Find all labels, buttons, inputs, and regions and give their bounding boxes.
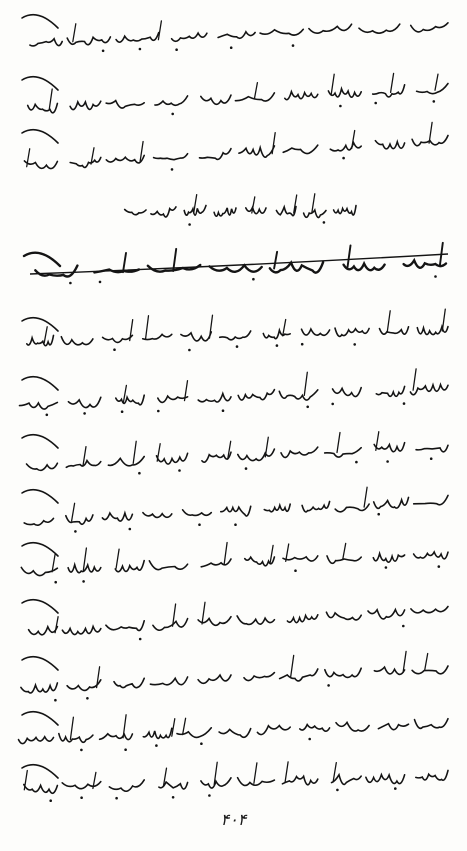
handwritten-word-stroke: [373, 85, 405, 97]
handwritten-word-stroke: [300, 725, 330, 732]
handwritten-ascender-stroke: [291, 655, 294, 676]
handwritten-dot: [308, 738, 311, 741]
handwritten-dot: [155, 744, 158, 747]
handwritten-dot: [230, 46, 233, 49]
manuscript-line: [19, 712, 449, 752]
handwritten-word-stroke: [263, 330, 290, 338]
handwritten-flourish-stroke: [22, 318, 58, 331]
handwritten-word-stroke: [238, 778, 275, 786]
handwritten-ascender-stroke: [70, 717, 73, 739]
handwritten-flourish-stroke: [22, 77, 58, 90]
handwritten-word-stroke: [283, 556, 318, 561]
handwritten-flourish-stroke: [22, 543, 58, 556]
handwritten-word-stroke: [219, 729, 251, 738]
handwritten-word-stroke: [70, 157, 101, 167]
manuscript-line: [21, 651, 448, 701]
handwritten-flourish-stroke: [22, 435, 58, 448]
handwritten-word-stroke: [109, 780, 144, 791]
handwritten-flourish-stroke: [22, 490, 58, 503]
handwritten-ascender-stroke: [72, 503, 75, 521]
handwritten-word-stroke: [200, 149, 232, 160]
handwritten-word-stroke: [282, 776, 317, 784]
handwritten-dot: [139, 638, 142, 641]
manuscript-line: [22, 15, 448, 52]
handwritten-dot: [83, 412, 86, 415]
handwritten-ascender-stroke: [435, 74, 438, 90]
handwritten-dot: [139, 48, 142, 51]
handwritten-word-stroke: [62, 627, 100, 635]
handwritten-ascender-stroke: [391, 73, 394, 92]
handwritten-word-stroke: [415, 719, 449, 729]
handwritten-dot: [54, 581, 57, 584]
handwritten-word-stroke: [102, 513, 132, 521]
handwritten-dot: [129, 528, 132, 531]
handwritten-word-stroke: [238, 390, 274, 400]
handwritten-dot: [234, 523, 237, 526]
handwritten-word-stroke: [417, 84, 448, 94]
handwritten-word-stroke: [67, 680, 101, 691]
manuscript-line: [22, 122, 448, 170]
handwritten-word-stroke: [106, 155, 144, 163]
handwritten-ascender-stroke: [73, 24, 76, 42]
handwritten-dot: [374, 102, 377, 105]
handwritten-flourish-stroke: [22, 600, 58, 613]
handwritten-word-stroke: [260, 29, 303, 35]
handwritten-word-stroke: [116, 395, 144, 405]
handwritten-ascender-stroke: [348, 246, 351, 268]
handwritten-word-stroke: [279, 390, 318, 400]
handwritten-word-stroke: [334, 206, 356, 215]
handwritten-word-stroke: [416, 445, 448, 452]
handwritten-word-stroke: [149, 561, 187, 570]
handwritten-word-stroke: [246, 207, 266, 213]
handwritten-dot: [306, 406, 309, 409]
handwritten-dot: [342, 157, 345, 160]
handwritten-word-stroke: [24, 518, 53, 525]
handwritten-word-stroke: [172, 33, 207, 41]
handwritten-ascender-stroke: [274, 252, 277, 269]
handwritten-word-stroke: [143, 728, 172, 738]
handwritten-dot: [336, 789, 339, 792]
handwritten-dot: [355, 461, 358, 464]
handwritten-word-stroke: [414, 495, 448, 504]
handwritten-ascender-stroke: [413, 369, 416, 390]
handwritten-dot: [236, 345, 239, 348]
handwritten-word-stroke: [27, 335, 54, 345]
handwritten-dot: [69, 282, 72, 285]
handwritten-word-stroke: [414, 552, 448, 559]
handwritten-flourish-stroke: [22, 377, 58, 390]
handwritten-dot: [200, 742, 203, 745]
handwritten-word-stroke: [411, 607, 448, 613]
handwritten-dot: [245, 467, 248, 470]
manuscript-line: [125, 194, 356, 226]
handwritten-dot: [394, 787, 397, 790]
handwritten-ascender-stroke: [123, 253, 126, 272]
handwritten-ascender-stroke: [272, 133, 275, 154]
handwritten-dot: [403, 402, 406, 405]
handwritten-word-stroke: [336, 722, 369, 731]
handwritten-dot: [188, 223, 191, 226]
handwritten-word-stroke: [61, 337, 93, 345]
handwritten-word-stroke: [108, 457, 144, 466]
handwritten-word-stroke: [325, 668, 361, 677]
handwritten-word-stroke: [373, 554, 404, 563]
handwritten-word-stroke: [125, 210, 146, 215]
handwritten-word-stroke: [154, 154, 188, 160]
handwritten-flourish-stroke: [22, 712, 58, 725]
handwritten-word-stroke: [380, 327, 409, 334]
handwritten-word-stroke: [106, 621, 144, 631]
handwritten-dot: [385, 566, 388, 569]
handwritten-dot: [222, 409, 225, 412]
handwritten-flourish-stroke: [24, 253, 60, 266]
handwritten-ascender-stroke: [44, 327, 47, 343]
handwritten-word-stroke: [115, 561, 144, 572]
handwritten-dot: [327, 684, 330, 687]
handwritten-word-stroke: [325, 448, 362, 457]
handwritten-word-stroke: [326, 612, 361, 620]
handwritten-word-stroke: [28, 103, 58, 112]
chapter-heading-line: [24, 243, 448, 285]
handwritten-word-stroke: [309, 24, 352, 33]
handwritten-word-stroke: [411, 23, 448, 32]
handwritten-ascender-stroke: [429, 122, 432, 143]
handwritten-ascender-stroke: [343, 543, 346, 559]
handwritten-word-stroke: [201, 95, 231, 104]
handwritten-word-stroke: [66, 515, 93, 524]
handwritten-dot: [171, 113, 174, 116]
handwritten-word-stroke: [201, 778, 231, 788]
handwritten-word-stroke: [106, 101, 144, 109]
handwritten-ascender-stroke: [364, 487, 367, 507]
handwritten-word-stroke: [333, 388, 362, 397]
handwritten-dot: [386, 460, 389, 463]
handwritten-dot: [301, 343, 304, 346]
handwritten-word-stroke: [281, 447, 318, 457]
manuscript-line: [22, 762, 448, 802]
handwritten-word-stroke: [276, 207, 296, 216]
handwritten-dot: [276, 344, 279, 347]
handwritten-ascender-stroke: [133, 441, 136, 463]
handwritten-dot: [402, 625, 405, 628]
handwritten-dot: [198, 523, 201, 526]
handwritten-dot: [294, 569, 297, 572]
handwritten-word-stroke: [143, 513, 172, 518]
handwritten-word-stroke: [359, 24, 400, 33]
handwritten-ascender-stroke: [265, 437, 268, 457]
handwritten-ascender-stroke: [425, 654, 428, 671]
handwritten-word-stroke: [327, 556, 361, 563]
handwritten-dot: [178, 469, 181, 472]
handwritten-word-stroke: [328, 89, 361, 97]
handwritten-dot: [252, 278, 255, 281]
handwritten-word-stroke: [153, 619, 188, 631]
handwritten-word-stroke: [238, 449, 275, 461]
handwritten-word-stroke: [201, 559, 231, 567]
handwritten-word-stroke: [116, 33, 159, 43]
handwritten-word-stroke: [257, 726, 290, 735]
handwritten-dot: [331, 403, 334, 406]
handwritten-ascender-stroke: [49, 89, 52, 110]
handwritten-ascender-stroke: [286, 544, 289, 561]
handwritten-word-stroke: [237, 616, 274, 625]
handwritten-dot: [49, 799, 52, 802]
handwritten-word-stroke: [366, 775, 405, 784]
handwritten-dot: [80, 796, 83, 799]
handwritten-word-stroke: [244, 673, 274, 681]
handwritten-dot: [438, 565, 441, 568]
handwritten-word-stroke: [27, 463, 58, 470]
handwritten-word-stroke: [412, 666, 448, 674]
handwritten-word-stroke: [68, 397, 100, 407]
handwritten-word-stroke: [150, 677, 187, 685]
handwritten-word-stroke: [181, 332, 211, 341]
handwritten-word-stroke: [100, 734, 133, 740]
handwritten-dot: [46, 414, 49, 417]
handwritten-word-stroke: [177, 728, 211, 738]
handwritten-word-stroke: [280, 669, 318, 681]
handwritten-dot: [121, 410, 124, 413]
handwritten-dot: [82, 580, 85, 583]
handwritten-dot: [80, 749, 83, 752]
handwritten-dot: [124, 748, 127, 751]
handwritten-word-stroke: [220, 331, 251, 340]
handwritten-dot: [74, 530, 77, 533]
handwritten-dot: [208, 794, 211, 797]
handwritten-word-stroke: [416, 770, 448, 780]
handwritten-ascender-stroke: [172, 719, 175, 737]
handwritten-word-stroke: [20, 402, 58, 409]
handwritten-flourish-stroke: [22, 15, 58, 28]
manuscript-line: [22, 73, 448, 115]
handwritten-word-stroke: [151, 207, 176, 217]
handwritten-ascender-stroke: [387, 311, 390, 333]
handwritten-word-stroke: [221, 506, 251, 516]
handwritten-dot: [54, 699, 57, 702]
handwritten-word-stroke: [304, 210, 326, 217]
handwritten-word-stroke: [198, 394, 231, 402]
handwritten-word-stroke: [202, 452, 231, 462]
handwritten-word-stroke: [368, 610, 405, 619]
handwritten-ascender-stroke: [337, 433, 340, 453]
handwritten-word-stroke: [198, 675, 231, 683]
manuscript-line: [22, 432, 448, 475]
handwritten-dot: [171, 168, 174, 171]
handwritten-ascender-stroke: [304, 372, 307, 395]
handwritten-word-stroke: [332, 775, 362, 785]
handwritten-word-stroke: [283, 145, 318, 153]
handwritten-word-stroke: [158, 396, 188, 402]
handwritten-word-stroke: [330, 143, 361, 151]
handwritten-ascender-stroke: [254, 83, 257, 99]
handwritten-ascender-stroke: [116, 549, 119, 568]
handwritten-ascender-stroke: [224, 543, 227, 565]
handwritten-dot: [353, 343, 356, 346]
handwritten-word-stroke: [19, 737, 54, 744]
handwritten-word-stroke: [374, 443, 404, 452]
handwritten-word-stroke: [35, 266, 77, 277]
handwritten-ascender-stroke: [202, 602, 205, 624]
handwritten-word-stroke: [239, 146, 275, 157]
handwritten-word-stroke: [410, 385, 448, 395]
handwritten-word-stroke: [21, 683, 58, 693]
handwritten-ascender-stroke: [285, 762, 288, 782]
handwritten-flourish-stroke: [22, 657, 58, 670]
handwritten-dot: [102, 50, 105, 53]
folio-number: ۴۰۴: [220, 810, 247, 829]
handwritten-word-stroke: [374, 667, 404, 674]
handwritten-dot: [138, 472, 141, 475]
handwritten-ascender-stroke: [333, 763, 336, 781]
handwritten-dot: [175, 48, 178, 51]
handwritten-word-stroke: [30, 39, 62, 46]
handwritten-word-stroke: [157, 453, 188, 464]
handwritten-word-stroke: [378, 724, 408, 730]
handwritten-flourish-stroke: [22, 130, 58, 143]
handwritten-word-stroke: [214, 208, 236, 216]
handwritten-word-stroke: [287, 615, 317, 623]
handwritten-word-stroke: [285, 92, 318, 100]
manuscript-line: [22, 487, 448, 533]
handwritten-dot: [339, 105, 342, 108]
handwritten-word-stroke: [375, 141, 404, 149]
handwritten-ascender-stroke: [146, 316, 149, 340]
handwritten-ascender-stroke: [157, 444, 160, 462]
handwritten-word-stroke: [183, 510, 212, 516]
handwritten-ascender-stroke: [254, 763, 257, 783]
handwritten-ascender-stroke: [83, 548, 86, 570]
handwritten-ascender-stroke: [442, 309, 445, 331]
manuscript-line: [20, 369, 449, 416]
handwritten-word-stroke: [143, 334, 172, 339]
handwritten-word-stroke: [62, 782, 101, 789]
handwritten-word-stroke: [264, 504, 290, 512]
handwritten-word-stroke: [103, 335, 133, 342]
handwritten-dot: [434, 275, 437, 278]
handwritten-dot: [188, 349, 191, 352]
handwritten-word-stroke: [218, 32, 255, 38]
handwritten-dot: [323, 221, 326, 224]
handwritten-word-stroke: [24, 785, 58, 794]
handwritten-ascender-stroke: [183, 718, 186, 734]
handwritten-ascender-stroke: [331, 74, 334, 94]
manuscript-line: [22, 600, 448, 641]
handwritten-word-stroke: [302, 502, 330, 512]
handwritten-dot: [86, 697, 89, 700]
handwritten-word-stroke: [29, 627, 58, 635]
handwritten-ascender-stroke: [55, 617, 58, 633]
manuscript-line: [22, 309, 448, 351]
handwritten-word-stroke: [114, 678, 144, 687]
handwritten-dot: [99, 281, 102, 284]
handwritten-dot: [113, 348, 116, 351]
handwritten-dot: [172, 796, 175, 799]
handwritten-dot: [433, 100, 436, 103]
handwritten-word-stroke: [155, 96, 188, 105]
handwritten-dot: [115, 797, 118, 800]
handwritten-word-stroke: [335, 328, 369, 336]
handwritten-dot: [377, 513, 380, 516]
handwritten-word-stroke: [70, 101, 101, 109]
handwritten-dot: [157, 410, 160, 413]
handwritten-word-stroke: [344, 264, 385, 271]
handwritten-word-stroke: [374, 497, 409, 508]
handwritten-word-stroke: [302, 329, 330, 335]
handwritten-dot: [292, 44, 295, 47]
manuscript-line: [21, 543, 448, 584]
handwritten-ascender-stroke: [158, 21, 161, 40]
handwritten-word-stroke: [24, 161, 57, 169]
handwritten-word-stroke: [59, 734, 93, 743]
handwritten-word-stroke: [376, 386, 404, 396]
handwritten-dot: [430, 457, 433, 460]
